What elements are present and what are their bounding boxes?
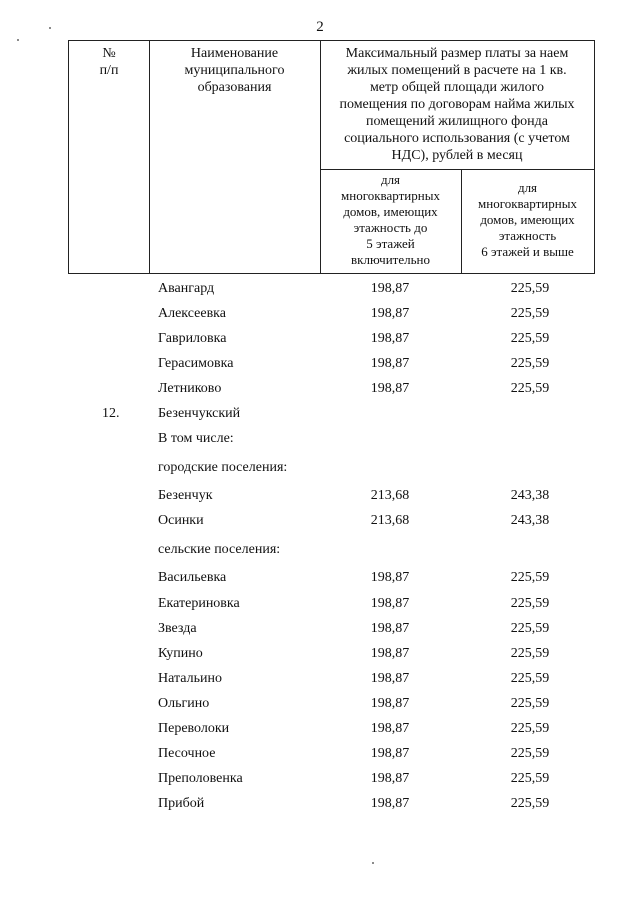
row-name: Безенчукский xyxy=(158,406,241,421)
table-row xyxy=(0,404,640,424)
row-name: Летниково xyxy=(158,381,222,396)
row-value-6plus: 225,59 xyxy=(510,696,550,711)
row-value-upto5: 198,87 xyxy=(370,570,410,585)
row-value-upto5: 213,68 xyxy=(370,488,410,503)
row-name: сельские поселения: xyxy=(158,542,281,557)
table-row xyxy=(0,458,640,478)
row-value-upto5: 198,87 xyxy=(370,696,410,711)
row-name: Купино xyxy=(158,646,203,661)
row-value-6plus: 243,38 xyxy=(510,488,550,503)
table-row xyxy=(0,719,640,739)
row-value-6plus: 225,59 xyxy=(510,306,550,321)
table-row xyxy=(0,619,640,639)
row-name: городские поселения: xyxy=(158,460,288,475)
row-value-upto5: 198,87 xyxy=(370,646,410,661)
table-row xyxy=(0,794,640,814)
row-value-upto5: 198,87 xyxy=(370,771,410,786)
row-value-6plus: 225,59 xyxy=(510,646,550,661)
row-value-6plus: 225,59 xyxy=(510,796,550,811)
row-name: Авангард xyxy=(158,281,215,296)
row-value-6plus: 225,59 xyxy=(510,671,550,686)
divider xyxy=(320,169,594,170)
table-row xyxy=(0,486,640,506)
header-sub-upto5: для многоквартирных домов, имеющих этажность до 5 этажей включительно xyxy=(341,172,440,267)
row-value-upto5: 198,87 xyxy=(370,721,410,736)
row-name: Натальино xyxy=(158,671,222,686)
row-name: Ольгино xyxy=(158,696,210,711)
scan-speck xyxy=(49,27,51,29)
table-row xyxy=(0,304,640,324)
row-name: В том числе: xyxy=(158,431,234,446)
row-value-upto5: 198,87 xyxy=(370,356,410,371)
row-value-6plus: 225,59 xyxy=(510,570,550,585)
row-value-6plus: 225,59 xyxy=(510,621,550,636)
table-row xyxy=(0,354,640,374)
row-name: Герасимовка xyxy=(158,356,234,371)
table-row xyxy=(0,769,640,789)
row-name: Безенчук xyxy=(158,488,213,503)
row-name: Осинки xyxy=(158,513,204,528)
table-row xyxy=(0,669,640,689)
row-value-6plus: 225,59 xyxy=(510,596,550,611)
table-row xyxy=(0,540,640,560)
table-row xyxy=(0,329,640,349)
header-max-fee: Максимальный размер платы за наем жилых помещений в расчете на 1 кв. метр общей площади жилого помещения по договорам найма жилых помещений жилищного фонда социального использования (с учетом НДС), рублей в месяц xyxy=(339,46,575,163)
table-row xyxy=(0,644,640,664)
row-value-upto5: 198,87 xyxy=(370,306,410,321)
row-name: Звезда xyxy=(158,621,197,636)
row-value-upto5: 198,87 xyxy=(370,331,410,346)
table-row xyxy=(0,568,640,588)
row-name: Гавриловка xyxy=(158,331,227,346)
row-value-6plus: 225,59 xyxy=(510,331,550,346)
table-row xyxy=(0,279,640,299)
row-value-6plus: 225,59 xyxy=(510,771,550,786)
row-value-upto5: 198,87 xyxy=(370,671,410,686)
table-row xyxy=(0,379,640,399)
row-value-6plus: 225,59 xyxy=(510,356,550,371)
row-value-6plus: 225,59 xyxy=(510,281,550,296)
header-num: № п/п xyxy=(99,46,119,78)
row-value-6plus: 225,59 xyxy=(510,746,550,761)
header-sub-6plus: для многоквартирных домов, имеющих этажность 6 этажей и выше xyxy=(478,180,577,259)
table-row xyxy=(0,744,640,764)
row-number: 12. xyxy=(102,406,120,421)
table-row xyxy=(0,429,640,449)
page-number: 2 xyxy=(316,19,324,35)
scan-speck xyxy=(17,39,19,41)
row-name: Переволоки xyxy=(158,721,230,736)
table-row xyxy=(0,694,640,714)
row-value-upto5: 213,68 xyxy=(370,513,410,528)
header-name: Наименование муниципального образования xyxy=(184,46,285,95)
row-name: Преполовенка xyxy=(158,771,243,786)
row-name: Песочное xyxy=(158,746,216,761)
row-value-upto5: 198,87 xyxy=(370,746,410,761)
row-value-upto5: 198,87 xyxy=(370,281,410,296)
row-value-upto5: 198,87 xyxy=(370,596,410,611)
table-header xyxy=(68,40,595,274)
row-value-upto5: 198,87 xyxy=(370,796,410,811)
row-name: Васильевка xyxy=(158,570,227,585)
row-name: Алексеевка xyxy=(158,306,226,321)
scan-speck xyxy=(372,862,374,864)
row-value-6plus: 225,59 xyxy=(510,721,550,736)
row-value-6plus: 225,59 xyxy=(510,381,550,396)
table-row xyxy=(0,594,640,614)
row-value-upto5: 198,87 xyxy=(370,621,410,636)
row-value-upto5: 198,87 xyxy=(370,381,410,396)
row-name: Екатериновка xyxy=(158,596,240,611)
row-value-6plus: 243,38 xyxy=(510,513,550,528)
row-name: Прибой xyxy=(158,796,205,811)
table-row xyxy=(0,511,640,531)
